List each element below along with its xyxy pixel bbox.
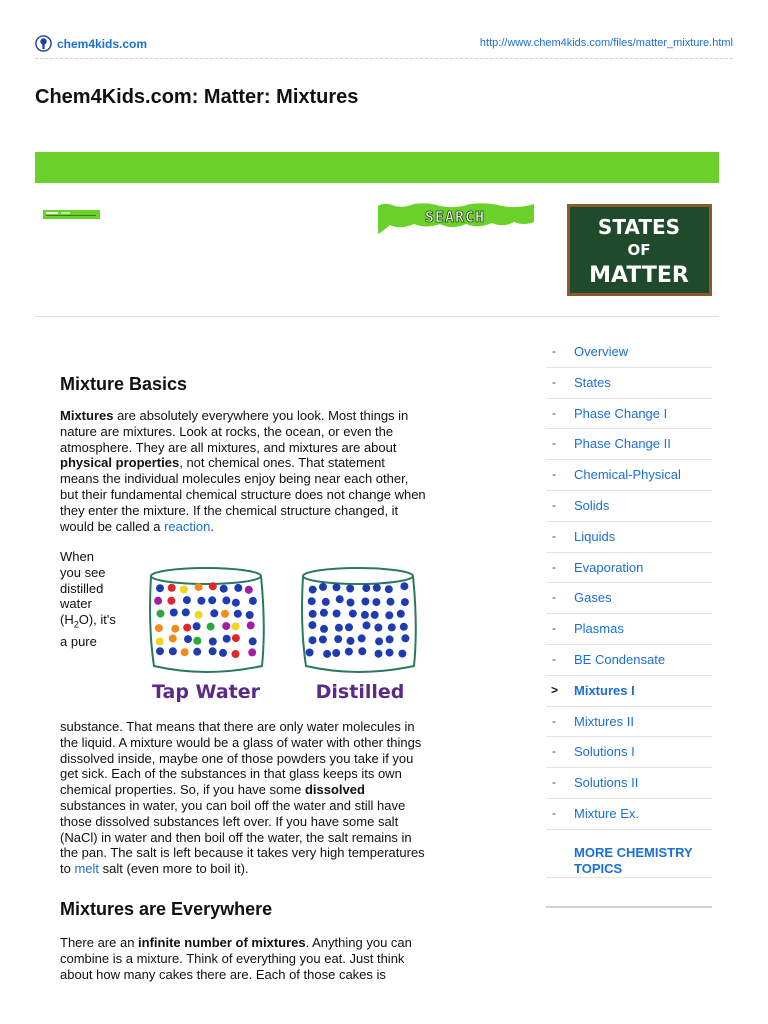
molecule-dot: [195, 611, 203, 619]
molecule-dot: [170, 609, 178, 617]
molecule-dot: [248, 648, 256, 656]
green-header-bar: [35, 152, 719, 183]
term-physical-properties: physical properties: [60, 455, 180, 471]
molecule-dot: [222, 622, 230, 630]
molecule-dot: [232, 650, 240, 658]
molecule-dot: [375, 637, 383, 645]
molecule-dot: [247, 621, 255, 629]
molecule-dot: [209, 638, 217, 646]
term-dissolved: dissolved: [304, 782, 365, 798]
mini-nav-banner-image[interactable]: [43, 210, 100, 219]
molecule-dot: [182, 608, 190, 616]
molecule-dot: [156, 584, 164, 592]
sidebar-item-mixtures-1[interactable]: > Mixtures I: [546, 676, 712, 707]
page-title: Chem4Kids.com: Matter: Mixtures: [35, 86, 359, 108]
molecule-dot: [183, 596, 191, 604]
molecule-dot: [386, 649, 394, 657]
molecule-dot: [374, 624, 382, 632]
page-url-link[interactable]: http://www.chem4kids.com/files/matter_mixture.html: [479, 37, 733, 49]
search-label: SEARCH: [424, 208, 486, 226]
molecule-dot: [347, 599, 355, 607]
sidebar-item-phase-change-1[interactable]: - Phase Change I: [546, 399, 712, 430]
molecule-dot: [334, 635, 342, 643]
molecule-dot: [385, 611, 393, 619]
molecule-dot: [319, 583, 327, 591]
molecule-dot: [220, 585, 228, 593]
sidebar-nav: [546, 337, 712, 878]
molecule-dot: [222, 596, 230, 604]
section-heading-mixture-basics: Mixture Basics: [60, 374, 188, 394]
sidebar-item-gases[interactable]: - Gases: [546, 583, 712, 614]
current-page-marker: >: [551, 682, 559, 697]
molecule-dot: [373, 584, 381, 592]
molecule-dot: [309, 610, 317, 618]
molecule-dot: [358, 634, 366, 642]
header-divider: [35, 58, 733, 59]
sidebar-item-states[interactable]: - States: [546, 368, 712, 399]
molecule-dot: [388, 623, 396, 631]
sidebar-item-solutions-1[interactable]: - Solutions I: [546, 737, 712, 768]
section-heading-mixtures-everywhere: Mixtures are Everywhere: [60, 899, 273, 919]
top-bar: [35, 35, 733, 57]
molecule-dot: [333, 583, 341, 591]
molecule-dot: [249, 637, 257, 645]
molecule-dot: [322, 598, 330, 606]
site-name-link[interactable]: chem4kids.com: [57, 37, 148, 51]
molecule-dot: [219, 649, 227, 657]
molecule-dot: [375, 650, 383, 658]
sidebar-item-solutions-2[interactable]: - Solutions II: [546, 768, 712, 799]
paragraph-distilled-wrap: When you see distilled water $(H_2O)$, it's a pure: [60, 549, 116, 649]
molecule-dot: [180, 586, 188, 594]
molecule-dot: [400, 582, 408, 590]
molecule-dot: [349, 610, 357, 618]
header-rule: [35, 316, 719, 317]
molecule-dot: [232, 622, 240, 630]
sidebar-item-phase-change-2[interactable]: - Phase Change II: [546, 429, 712, 460]
molecule-dot: [371, 611, 379, 619]
molecule-dot: [308, 621, 316, 629]
molecule-dot: [157, 610, 165, 618]
molecule-dot: [400, 623, 408, 631]
molecule-dot: [195, 583, 203, 591]
distilled-label: Distilled: [315, 681, 405, 703]
molecule-dot: [210, 609, 218, 617]
molecule-dot: [208, 596, 216, 604]
molecule-dot: [209, 582, 217, 590]
molecule-dot: [401, 634, 409, 642]
molecule-dot: [320, 609, 328, 617]
molecule-dot: [358, 647, 366, 655]
molecule-dot: [306, 649, 314, 657]
melt-link[interactable]: melt: [74, 861, 100, 877]
molecule-dot: [169, 635, 177, 643]
molecule-dot: [346, 585, 354, 593]
molecule-dot: [309, 636, 317, 644]
molecule-dot: [193, 637, 201, 645]
molecule-dot: [320, 625, 328, 633]
molecule-dot: [398, 650, 406, 658]
molecule-dot: [234, 584, 242, 592]
molecule-dot: [154, 597, 162, 605]
molecule-dot: [386, 635, 394, 643]
sidebar-bottom-rule: [546, 906, 712, 908]
molecule-dot: [387, 598, 395, 606]
molecule-dot: [345, 648, 353, 656]
molecule-dot: [167, 597, 175, 605]
molecule-dot: [156, 638, 164, 646]
molecule-dot: [372, 598, 380, 606]
molecule-dot: [246, 611, 254, 619]
molecule-dot: [335, 624, 343, 632]
molecule-dot: [168, 584, 176, 592]
molecule-dot: [193, 622, 201, 630]
molecule-dot: [385, 585, 393, 593]
term-mixtures: Mixtures: [60, 408, 114, 423]
molecule-dot: [345, 623, 353, 631]
molecule-dot: [401, 598, 409, 606]
board-line-3: MATTER: [589, 263, 689, 288]
molecule-dot: [363, 621, 371, 629]
paragraph-intro: Mixtures are absolutely everywhere you look. Most things in nature are mixtures. Look at rocks, the ocean, or even the atmosphere. They are all mixtures, and mixtures are about physical properties, not chemical ones. That statement means the individual molecules enjoy being near each other, but their fundamental chemical structure does not change when they enter the mixture. If the chemical structure changed, it would be called a reaction.: [60, 408, 426, 534]
reaction-link[interactable]: reaction: [164, 518, 211, 534]
molecule-dot: [362, 584, 370, 592]
molecule-dot: [207, 623, 215, 631]
molecule-dot: [333, 610, 341, 618]
tap-vs-distilled-figure: [146, 566, 422, 706]
molecule-dot: [209, 647, 217, 655]
search-banner-button[interactable]: [378, 202, 534, 234]
board-line-1: STATES: [597, 215, 681, 239]
molecule-dot: [245, 586, 253, 594]
molecule-dot: [361, 611, 369, 619]
molecule-dot: [184, 635, 192, 643]
sidebar-item-chemical-physical[interactable]: - Chemical-Physical: [546, 460, 712, 491]
sidebar-item-plasmas[interactable]: - Plasmas: [546, 614, 712, 645]
sidebar-item-solids[interactable]: - Solids: [546, 491, 712, 522]
term-infinite-number: infinite number of mixtures: [138, 935, 306, 950]
molecule-dot: [193, 648, 201, 656]
molecule-dot: [249, 597, 257, 605]
molecule-dot: [183, 624, 191, 632]
molecule-dot: [323, 650, 331, 658]
sidebar-item-be-condensate[interactable]: - BE Condensate: [546, 645, 712, 676]
paragraph-infinite-mixtures: There are an infinite number of mixtures. Anything you can combine is a mixture. Think of everything you eat. Just think about how many cakes there are. Each of those cakes is: [60, 935, 412, 982]
molecule-dot: [197, 597, 205, 605]
molecule-dot: [309, 586, 317, 594]
molecule-dot: [232, 634, 240, 642]
chem4kids-logo-icon[interactable]: [35, 35, 52, 52]
more-chemistry-topics-link[interactable]: MORE CHEMISTRY TOPICS: [546, 830, 712, 878]
molecule-dot: [347, 637, 355, 645]
paragraph-pure-substance: substance. That means that there are only water molecules in the liquid. A mixture would be a glass of water with other things dissolved inside, maybe one of those powders you take if you get sick. Each of the substances in that glass keeps its own chemical properties. So, if you have some dissolved substances in water, you can boil off the water and still have those dissolved substances left over. If you have some salt (NaCl) in water and then boil off the water, the salt remains in the pan. The salt is left because it takes very high temperatures to melt salt (even more to boil it).: [60, 719, 425, 877]
board-line-2: OF: [627, 241, 651, 259]
states-of-matter-board-image[interactable]: [567, 204, 712, 296]
molecule-dot: [361, 598, 369, 606]
sidebar-item-mixtures-2[interactable]: - Mixtures II: [546, 707, 712, 738]
molecule-dot: [171, 625, 179, 633]
molecule-dot: [234, 610, 242, 618]
tap-water-label: Tap Water: [152, 681, 260, 703]
molecule-dot: [319, 636, 327, 644]
sidebar-item-overview[interactable]: - Overview: [546, 337, 712, 368]
molecule-dot: [169, 647, 177, 655]
molecule-dot: [232, 599, 240, 607]
molecule-dot: [221, 610, 229, 618]
molecule-dot: [155, 624, 163, 632]
tap-water-beaker: [150, 568, 264, 672]
molecule-dot: [156, 647, 164, 655]
molecule-dot: [223, 635, 231, 643]
distilled-water-beaker: [302, 568, 416, 672]
molecule-dot: [308, 597, 316, 605]
molecule-dot: [397, 610, 405, 618]
molecule-dot: [332, 649, 340, 657]
sidebar-item-mixture-ex[interactable]: - Mixture Ex.: [546, 799, 712, 830]
sidebar-item-evaporation[interactable]: - Evaporation: [546, 553, 712, 584]
sidebar-item-liquids[interactable]: - Liquids: [546, 522, 712, 553]
molecule-dot: [336, 595, 344, 603]
molecule-dot: [181, 648, 189, 656]
